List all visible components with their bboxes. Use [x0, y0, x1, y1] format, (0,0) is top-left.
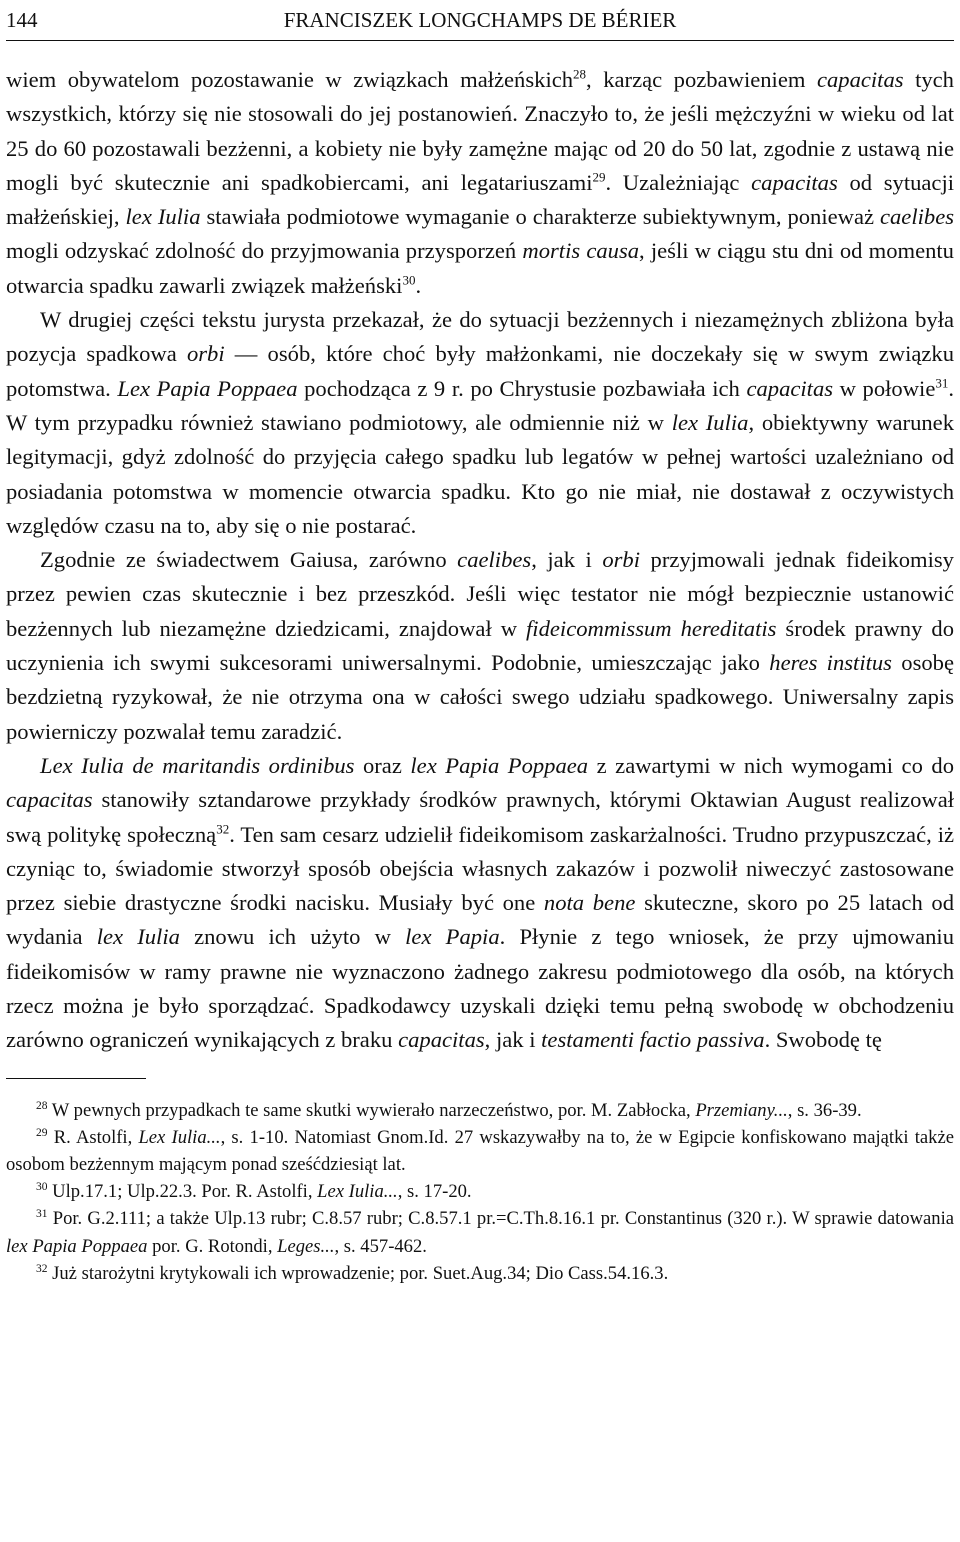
text-run: . Ten sam cesarz udzielił fideikomisom zaskarżalności. Trudno przypuszczać, iż czyniąc to, świadomie stworzył sposób obejścia własnych zakazów i pozwolił niweczyć zastosowane przez siebie drastyczne środki nacisku. Musiały być one: [6, 821, 955, 916]
text-run: stanowiły sztandarowe przykłady środków prawnych, którymi Oktawian August realizował swą politykę społeczną: [6, 787, 954, 847]
italic-term: capacitas: [746, 375, 834, 401]
text-run: skuteczne, skoro po 25 latach od wydania: [6, 890, 954, 950]
text-run: tych wszystkich, którzy się nie stosowali do jej postanowień. Znaczyło to, że jeśli mężczyźni w wieku od lat 25 do 60 pozostawali bezżenni, a kobiety nie były zamężne mając od 20 do 50 lat, zgodnie z ustawą nie mogli być skutecznie ani spadkobiercami, ani legatariuszami: [6, 67, 954, 195]
text-run: R. Astolfi,: [47, 1126, 139, 1148]
text-run: Ulp.17.1; Ulp.22.3. Por. R. Astolfi,: [47, 1181, 318, 1203]
footnote-ref-30[interactable]: 30: [402, 272, 416, 288]
footnote-number: 29: [36, 1126, 48, 1139]
footnote-number: 28: [36, 1099, 48, 1112]
italic-term: lex Iulia: [125, 204, 201, 230]
italic-term: lex Papia Poppaea: [6, 1235, 148, 1257]
italic-term: nota bene: [543, 890, 636, 916]
italic-term: Lex Iulia...: [138, 1126, 221, 1148]
italic-term: Lex Iulia de maritandis ordinibus: [40, 752, 355, 778]
text-run: wiem obywatelom pozostawanie w związkach małżeńskich: [6, 67, 574, 92]
paragraph-4: [6, 749, 954, 1058]
text-run: , s. 1-10. Natomiast Gnom.Id. 27 wskazywałby na to, że w Egipcie konfiskowano majątki także osobom bezżennym mającym ponad sześćdziesiąt lat.: [6, 1126, 954, 1176]
footnote-32: [6, 1260, 954, 1287]
italic-term: capacitas: [816, 67, 904, 92]
text-run: mogli odzyskać zdolność do przyjmowania przysporzeń: [6, 238, 523, 264]
text-run: znowu ich użyto w: [179, 924, 406, 950]
text-run: z zawartymi w nich wymogami co do: [588, 752, 954, 778]
footnote-number: 30: [36, 1181, 48, 1194]
text-run: stawiała podmiotowe wymaganie o charakterze subiektywnym, ponieważ: [200, 204, 880, 230]
text-run: W drugiej części tekstu jurysta przekazał, że do sytuacji bezżennych i niezamężnych zbliżona była pozycja spadkowa: [6, 307, 954, 367]
text-run: osobę bezdzietną ryzykował, że nie otrzyma ona w całości swego udziału spadkowego. Uniwersalny zapis powierniczy pozwalał temu zaradzić.: [6, 650, 954, 744]
italic-term: Leges...: [277, 1235, 335, 1257]
text-run: . Uzależniając: [605, 169, 752, 195]
footnotes: [6, 1097, 954, 1287]
italic-term: capacitas: [751, 169, 838, 195]
document-page: [6, 0, 954, 1287]
page-number: 144: [6, 8, 38, 32]
italic-term: lex Papia: [405, 924, 500, 950]
italic-term: testamenti factio passiva: [541, 1027, 765, 1053]
italic-term: capacitas: [6, 787, 93, 813]
footnote-ref-32[interactable]: 32: [216, 821, 230, 836]
footnote-ref-28[interactable]: 28: [573, 66, 587, 82]
text-run: por. G. Rotondi,: [147, 1235, 278, 1257]
italic-term: lex Papia Poppaea: [410, 752, 589, 778]
footnote-ref-31[interactable]: 31: [935, 375, 949, 391]
italic-term: lex Iulia: [96, 924, 180, 950]
running-title: FRANCISZEK LONGCHAMPS DE BÉRIER: [283, 8, 677, 32]
text-run: , s. 17-20.: [397, 1181, 472, 1203]
footnote-ref-29[interactable]: 29: [592, 169, 606, 185]
text-run: .: [415, 272, 422, 298]
footnote-separator: [6, 1078, 146, 1079]
italic-term: Przemiany...: [695, 1099, 788, 1121]
text-run: środek prawny do uczynienia ich swymi sukcesorami uniwersalnymi. Podobnie, umieszczając jako: [6, 615, 954, 676]
text-run: oraz: [354, 752, 411, 778]
text-run: W pewnych przypadkach te same skutki wywierało narzeczeństwo, por. M. Zabłocka,: [47, 1099, 696, 1121]
text-run: pochodząca z 9 r. po Chrystusie pozbawiała ich: [297, 375, 747, 401]
footnote-28: [6, 1097, 954, 1124]
italic-term: fideicommissum hereditatis: [526, 615, 777, 641]
italic-term: caelibes: [879, 204, 955, 230]
footnote-29: [6, 1124, 954, 1178]
footnote-30: [6, 1178, 954, 1205]
italic-term: orbi: [186, 341, 225, 367]
italic-term: Lex Papia Poppaea: [117, 375, 298, 401]
text-run: , s. 457-462.: [334, 1235, 427, 1257]
text-run: Por. G.2.111; a także Ulp.13 rubr; C.8.57 rubr; C.8.57.1 pr.=C.Th.8.16.1 pr. Constantinus (320 r.). W sprawie datowania: [47, 1208, 954, 1230]
text-run: przyjmowali jednak fideikomisy przez pewien czas skutecznie i bez przeszkód. Jeśli więc testator nie mógł bezpiecznie ustanowić bezżennych lub niezamężne dziedzicami, znajdował w: [6, 547, 954, 641]
text-run: . Swobodę tę: [764, 1027, 882, 1053]
text-run: Już starożytni krytykowali ich wprowadzenie; por. Suet.Aug.34; Dio Cass.54.16.3.: [47, 1262, 669, 1284]
text-run: . Płynie z tego wniosek, że przy ujmowaniu fideikomisów w ramy prawne nie wyznaczono żadnego zakresu podmiotowego dla osób, na których rzecz można je było sporządzać. Spadkodawcy uzyskali dzięki temu pełną swobodę w obchodzeniu zarówno ograniczeń wynikających z braku: [6, 924, 954, 1053]
text-run: , obiektywny warunek legitymacji, gdyż zdolność do przyjęcia całego spadku lub legatów w pełnej wartości uzależniano od posiadania potomstwa w momencie otwarcia spadku. Kto go nie miał, nie dostawał z oczywistych względów czasu na to, aby się o nie postarać.: [6, 409, 955, 538]
italic-term: caelibes: [457, 547, 532, 573]
text-run: — osób, które choć były małżonkami, nie doczekały się w swym związku potomstwa.: [6, 341, 955, 401]
text-run: , jak i: [531, 547, 603, 573]
italic-term: mortis causa: [522, 238, 640, 264]
paragraph-3: [6, 543, 954, 749]
footnote-number: 32: [36, 1262, 48, 1275]
italic-term: lex Iulia: [671, 409, 749, 435]
italic-term: orbi: [602, 547, 641, 573]
text-run: w połowie: [833, 375, 936, 401]
footnote-31: [6, 1205, 954, 1259]
footnote-number: 31: [36, 1208, 48, 1221]
text-run: , s. 36-39.: [787, 1099, 862, 1121]
text-run: . W tym przypadku również stawiano podmiotowy, ale odmiennie niż w: [6, 375, 954, 435]
italic-term: capacitas: [398, 1027, 485, 1053]
text-run: Zgodnie ze świadectwem Gaiusa, zarówno: [40, 547, 458, 573]
text-run: , jak i: [484, 1027, 542, 1053]
page-header: [6, 4, 954, 41]
italic-term: Lex Iulia...: [317, 1181, 398, 1203]
body-text: [6, 63, 954, 1058]
text-run: , karząc pozbawieniem: [586, 67, 817, 92]
text-run: , jeśli w ciągu stu dni od momentu otwarcia spadku zawarli związek małżeński: [6, 238, 954, 298]
text-run: od sytuacji małżeńskiej,: [6, 169, 954, 230]
italic-term: heres institus: [769, 650, 892, 676]
paragraph-2: [6, 303, 954, 543]
paragraph-1: [6, 63, 954, 303]
